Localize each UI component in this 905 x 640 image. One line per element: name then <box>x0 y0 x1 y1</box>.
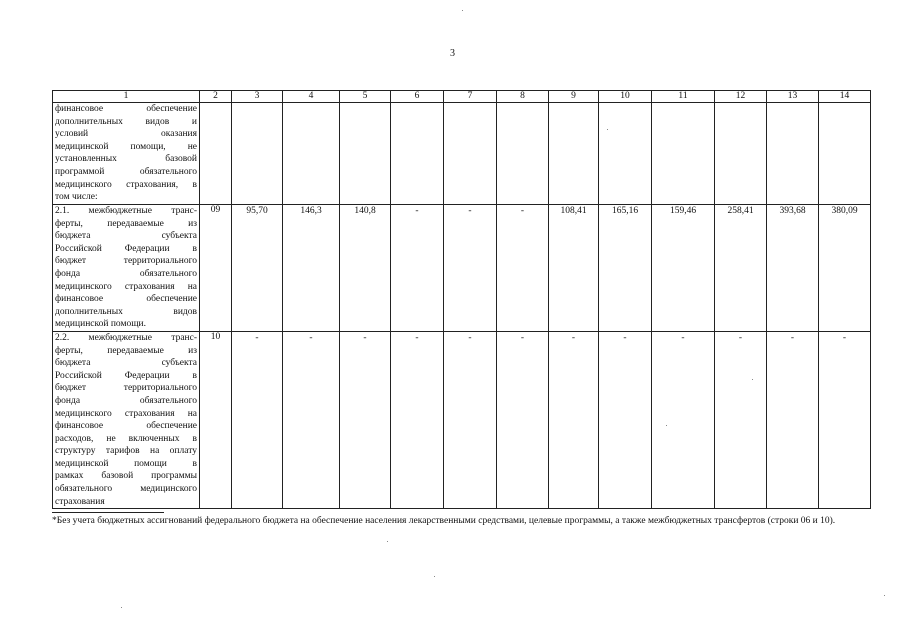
value-cell <box>599 103 652 205</box>
description-line: страхования <box>55 496 105 507</box>
column-header: 8 <box>497 91 549 103</box>
value-cell <box>549 103 599 205</box>
description-line: финансовое обеспечение <box>55 421 197 432</box>
description-line: медицинской помощи. <box>55 319 147 330</box>
value-cell: - <box>340 331 391 508</box>
value-cell: 159,46 <box>652 205 715 332</box>
scan-speck <box>607 129 608 130</box>
scan-speck <box>666 425 667 426</box>
description-line: фонда обязательного <box>55 268 197 279</box>
column-header: 11 <box>652 91 715 103</box>
value-cell: 140,8 <box>340 205 391 332</box>
column-header: 1 <box>53 91 200 103</box>
value-cell: 165,16 <box>599 205 652 332</box>
value-cell: - <box>283 331 340 508</box>
footnote: *Без учета бюджетных ассигнований федерального бюджета на обеспечение населения лекарственными средствами, целевые программы, а также межбюджетных трансфертов (строки 06 и 10). <box>52 516 836 526</box>
column-header: 9 <box>549 91 599 103</box>
value-cell: 146,3 <box>283 205 340 332</box>
description-line: бюджет территориального <box>55 383 197 394</box>
value-cell <box>340 103 391 205</box>
value-cell <box>715 103 767 205</box>
description-line: финансовое обеспечение <box>55 104 197 114</box>
description-line: Российской Федерации в <box>55 370 197 381</box>
description-line: структуру тарифов на оплату <box>55 446 197 457</box>
value-cell: - <box>232 331 283 508</box>
budget-table <box>52 90 871 509</box>
description-line: дополнительных видов <box>55 306 197 317</box>
description-line: медицинского страхования, в <box>55 179 197 190</box>
column-header: 5 <box>340 91 391 103</box>
row-code <box>200 103 232 205</box>
description-line: программой обязательного <box>55 166 197 177</box>
row-code: 09 <box>200 205 232 332</box>
description-line: ферты, передаваемые из <box>55 218 197 229</box>
value-cell <box>391 103 444 205</box>
value-cell: - <box>497 331 549 508</box>
table-row <box>53 103 871 205</box>
column-header: 13 <box>767 91 819 103</box>
column-header: 4 <box>283 91 340 103</box>
row-description <box>53 205 200 332</box>
value-cell: 258,41 <box>715 205 767 332</box>
description-line: фонда обязательного <box>55 395 197 406</box>
column-header: 14 <box>819 91 871 103</box>
description-line: медицинской помощи в <box>55 458 197 469</box>
description-line: установленных базовой <box>55 154 197 165</box>
description-line: медицинского страхования на <box>55 408 197 419</box>
value-cell <box>819 103 871 205</box>
scan-speck <box>387 541 388 542</box>
value-cell <box>232 103 283 205</box>
description-line: дополнительных видов и <box>55 116 197 127</box>
description-line: бюджета субъекта <box>55 231 197 242</box>
scan-speck <box>884 595 885 596</box>
footnote-divider <box>52 512 164 513</box>
value-cell: - <box>819 331 871 508</box>
value-cell: - <box>497 205 549 332</box>
description-line: бюджет территориального <box>55 256 197 267</box>
description-line: медицинского страхования на <box>55 281 197 292</box>
description-line: финансовое обеспечение <box>55 294 197 305</box>
page-number: 3 <box>450 48 455 59</box>
description-line: обязательного медицинского <box>55 484 197 495</box>
value-cell: 108,41 <box>549 205 599 332</box>
value-cell: - <box>652 331 715 508</box>
value-cell: 380,09 <box>819 205 871 332</box>
row-description <box>53 331 200 508</box>
value-cell: 393,68 <box>767 205 819 332</box>
table-header-row <box>53 91 871 103</box>
row-code: 10 <box>200 331 232 508</box>
value-cell <box>283 103 340 205</box>
column-header: 6 <box>391 91 444 103</box>
value-cell <box>767 103 819 205</box>
description-line: 2.1. межбюджетные транс- <box>55 206 197 216</box>
value-cell: - <box>599 331 652 508</box>
description-line: условий оказания <box>55 129 197 140</box>
value-cell <box>497 103 549 205</box>
description-line: Российской Федерации в <box>55 243 197 254</box>
scan-speck <box>462 10 463 11</box>
value-cell <box>652 103 715 205</box>
value-cell: - <box>549 331 599 508</box>
description-line: медицинской помощи, не <box>55 141 197 152</box>
value-cell: - <box>391 205 444 332</box>
column-header: 10 <box>599 91 652 103</box>
value-cell <box>444 103 497 205</box>
scan-speck <box>434 576 435 577</box>
value-cell: - <box>767 331 819 508</box>
value-cell: - <box>715 331 767 508</box>
description-line: том числе: <box>55 192 98 203</box>
description-line: рамках базовой программы <box>55 471 197 482</box>
value-cell: 95,70 <box>232 205 283 332</box>
column-header: 3 <box>232 91 283 103</box>
column-header: 7 <box>444 91 497 103</box>
column-header: 2 <box>200 91 232 103</box>
value-cell: - <box>391 331 444 508</box>
scan-speck <box>121 607 122 608</box>
value-cell: - <box>444 205 497 332</box>
description-line: расходов, не включенных в <box>55 433 197 444</box>
table-row <box>53 331 871 508</box>
description-line: 2.2. межбюджетные транс- <box>55 332 197 343</box>
description-line: ферты, передаваемые из <box>55 345 197 356</box>
column-header: 12 <box>715 91 767 103</box>
row-description <box>53 103 200 205</box>
table-row <box>53 205 871 332</box>
description-line: бюджета субъекта <box>55 358 197 369</box>
value-cell: - <box>444 331 497 508</box>
scan-speck <box>752 379 753 380</box>
